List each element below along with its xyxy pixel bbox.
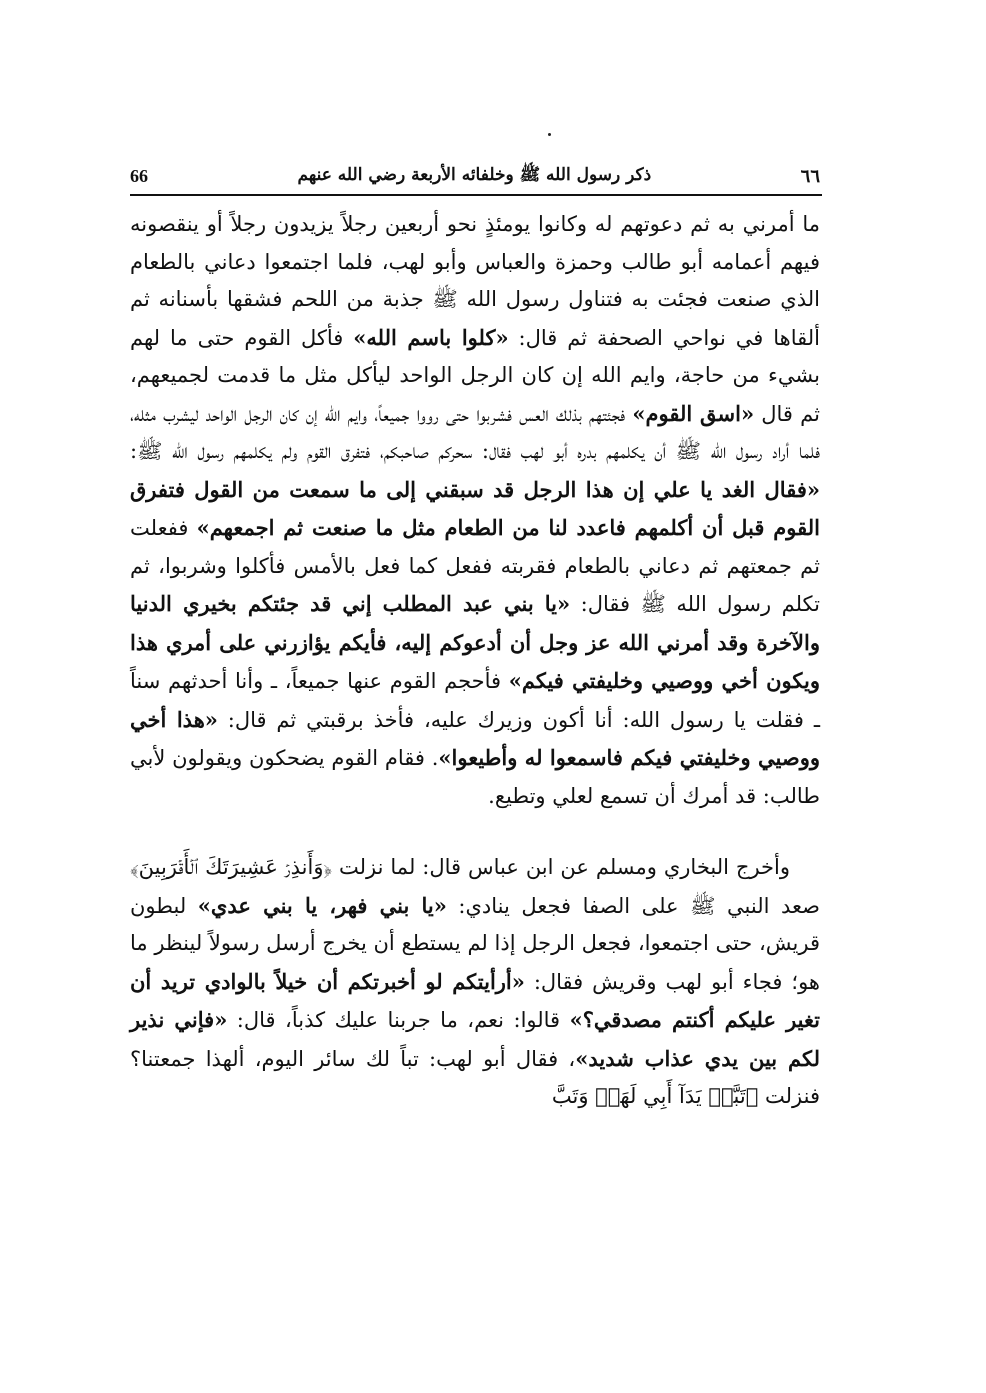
- text-run: فجئتهم بذلك العس فشربوا حتى رووا جميعاً، وايم الله إن كان الرجل الواحد ليشرب مثله، فلما أراد رسول الله ﷺ أن يكلمهم بدره أبو لهب فقال: سحركم صاحبكم، فتفرق القوم ولم يكلمهم رسول الله ﷺ:: [130, 401, 820, 463]
- text-run: لبطون قريش، حتى اجتمعوا، فجعل الرجل إذا لم يستطع أن يخرج أرسل رسولاً لينظر ما هو؛ فجاء أبو لهب وقريش فقال:: [130, 893, 820, 994]
- bold-quote: «كلوا باسم الله»: [353, 324, 509, 350]
- text-run: فأكل القوم حتى ما لهم بشيء من حاجة، وايم الله إن كان الرجل الواحد ليأكل مثل ما قدمت لجميعهم، ثم قال: [130, 325, 820, 426]
- text-run: وأخرج البخاري ومسلم عن ابن عباس قال: لما نزلت ﴿وَأَنذِرۡ عَشِيرَتَكَ ٱلۡأَقۡرَبِينَ﴾ صعد النبي ﷺ على الصفا فجعل ينادي:: [130, 855, 820, 918]
- bold-quote: «فإني نذير لكم بين يدي عذاب شديد»: [130, 1007, 820, 1071]
- body-text: [130, 206, 820, 1116]
- page-number-arabic: ٦٦: [800, 165, 820, 187]
- bold-quote: «هذا أخي ووصيي وخليفتي فيكم فاسمعوا له وأطيعوا»: [130, 706, 820, 770]
- text-run: قالوا: نعم، ما جربنا عليك كذباً، قال:: [227, 1008, 570, 1032]
- scan-speck: [548, 133, 551, 136]
- bold-quote: «يا بني فهر، يا بني عدي»: [197, 892, 447, 918]
- bold-quote: «اسق القوم»: [632, 400, 755, 426]
- page-number-latin: 66: [130, 165, 148, 186]
- bold-quote: «أرأيتكم لو أخبرتكم أن خيلاً بالوادي تريد أن تغير عليكم أكنتم مصدقي؟»: [130, 968, 820, 1032]
- bold-quote: «يا بني عبد المطلب إني قد جئتكم بخيري الدنيا والآخرة وقد أمرني الله عز وجل أن أدعوكم إليه، فأيكم يؤازرني على أمري هذا ويكون أخي ووصيي وخليفتي فيكم»: [130, 591, 820, 693]
- running-title: ذكر رسول الله ﷺ وخلفائه الأربعة رضي الله عنهم: [297, 164, 652, 185]
- paragraph-1: [130, 206, 820, 815]
- running-header: [130, 158, 820, 194]
- text-run: فأحجم القوم عنها جميعاً، ـ وأنا أحدثهم سناً ـ فقلت يا رسول الله: أنا أكون وزيرك عليه، فأخذ برقبتي ثم قال:: [130, 669, 820, 732]
- text-run: . فقام القوم يضحكون ويقولون لأبي طالب: قد أمرك أن تسمع لعلي وتطيع.: [130, 746, 820, 808]
- text-run: ففعلت ثم جمعتهم ثم دعاني بالطعام فقربته ففعل كما فعل بالأمس فأكلوا وشربوا، ثم تكلم رسول الله ﷺ فقال:: [130, 516, 820, 616]
- paragraph-2: [130, 849, 820, 1116]
- text-run: ، فقال أبو لهب: تباً لك سائر اليوم، ألهذا جمعتنا؟ فنزلت ﴿تَبَّتۡ يَدَآ أَبِي لَهَبٖ وَتَبَّ: [130, 1046, 820, 1108]
- bold-quote: «فقال الغد يا علي إن هذا الرجل قد سبقني إلى ما سمعت من القول فتفرق القوم قبل أن أكلمهم فاعدد لنا من الطعام مثل ما صنعت ثم اجمعهم»: [130, 476, 820, 540]
- header-rule: [130, 194, 822, 196]
- text-run: ما أمرني به ثم دعوتهم له وكانوا يومئذٍ نحو أربعين رجلاً يزيدون رجلاً أو ينقصونه فيهم أعمامه أبو طالب وحمزة والعباس وأبو لهب، فلما اجتمعوا دعاني بالطعام الذي صنعت فجئت به فتناول رسول الله ﷺ جذبة من اللحم فشقها بأسنانه ثم ألقاها في نواحي الصحفة ثم قال:: [130, 212, 821, 350]
